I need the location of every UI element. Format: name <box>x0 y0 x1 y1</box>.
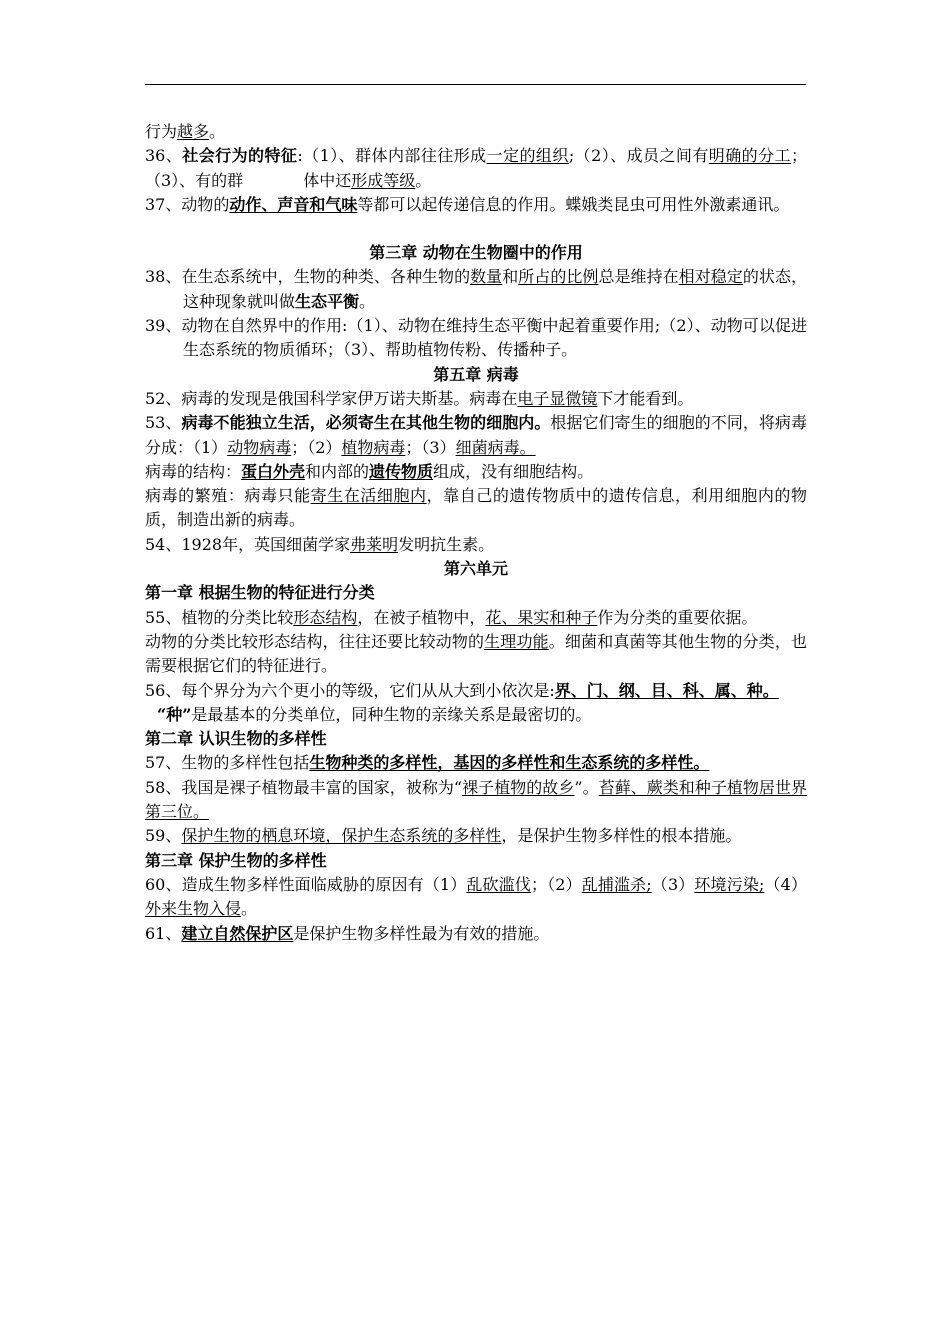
animal-classification: 动物的分类比较形态结构，往往还要比较动物的生理功能。细菌和真菌等其他生物的分类，也需要根据它们的特征进行。 <box>145 631 807 676</box>
virus-structure: 病毒的结构：蛋白外壳和内部的遗传物质组成，没有细胞结构。 <box>145 461 594 481</box>
paragraph-36: 36、社会行为的特征:（1）、群体内部往往形成一定的组织;（2）、成员之间有明确的分工；（3）、有的群 体中还形成等级。 <box>145 146 807 190</box>
unit-6-chapter-3-heading: 第三章 保护生物的多样性 <box>145 850 327 870</box>
paragraph-52: 52、病毒的发现是俄国科学家伊万诺夫斯基。病毒在电子显微镜下才能看到。 <box>145 388 694 408</box>
paragraph-57: 57、生物的多样性包括生物种类的多样性，基因的多样性和生态系统的多样性。 <box>145 753 710 773</box>
document-body <box>145 120 807 946</box>
paragraph-35-end: 行为越多。 <box>145 122 226 141</box>
virus-reproduction: 病毒的繁殖：病毒只能寄生在活细胞内，靠自己的遗传物质中的遗传信息，利用细胞内的物质，制造出新的病毒。 <box>145 486 807 530</box>
chapter-3-heading: 第三章 动物在生物圈中的作用 <box>369 243 583 263</box>
unit-6-heading: 第六单元 <box>443 559 508 579</box>
paragraph-53: 53、病毒不能独立生活，必须寄生在其他生物的细胞内。根据它们寄生的细胞的不同，将病毒分成：（1）动物病毒；（2）植物病毒；（3）细菌病毒。 <box>145 413 807 457</box>
paragraph-58: 58、我国是裸子植物最丰富的国家，被称为“裸子植物的故乡”。苔藓、蕨类和种子植物居世界第三位。 <box>145 777 807 822</box>
paragraph-56: 56、每个界分为六个更小的等级，它们从从大到小依次是:界、门、纲、目、科、属、种。 <box>145 680 779 700</box>
paragraph-37: 37、动物的动作、声音和气味等都可以起传递信息的作用。蝶娥类昆虫可用性外激素通讯。 <box>145 194 790 214</box>
paragraph-60: 60、造成生物多样性面临威胁的原因有（1）乱砍滥伐；（2）乱捕滥杀;（3）环境污染;（4）外来生物入侵。 <box>145 874 807 919</box>
paragraph-38: 38、在生态系统中，生物的种类、各种生物的数量和所占的比例总是维持在相对稳定的状态，这种现象就叫做生态平衡。 <box>145 267 807 311</box>
paragraph-39: 39、动物在自然界中的作用:（1）、动物在维持生态平衡中起着重要作用;（2）、动物可以促进生态系统的物质循环；（3）、帮助植物传粉、传播种子。 <box>145 316 807 360</box>
species-note: “种”是最基本的分类单位，同种生物的亲缘关系是最密切的。 <box>157 704 592 724</box>
paragraph-55: 55、植物的分类比较形态结构，在被子植物中，花、果实和种子作为分类的重要依据。 <box>145 607 758 627</box>
unit-6-chapter-1-heading: 第一章 根据生物的特征进行分类 <box>145 583 375 603</box>
unit-6-chapter-2-heading: 第二章 认识生物的多样性 <box>145 729 327 749</box>
paragraph-54: 54、1928年，英国细菌学家弗莱明发明抗生素。 <box>145 534 495 554</box>
chapter-5-heading: 第五章 病毒 <box>433 364 519 384</box>
header-rule <box>145 84 806 85</box>
paragraph-59: 59、保护生物的栖息环境，保护生态系统的多样性，是保护生物多样性的根本措施。 <box>145 826 742 846</box>
paragraph-61: 61、建立自然保护区是保护生物多样性最为有效的措施。 <box>145 923 550 943</box>
